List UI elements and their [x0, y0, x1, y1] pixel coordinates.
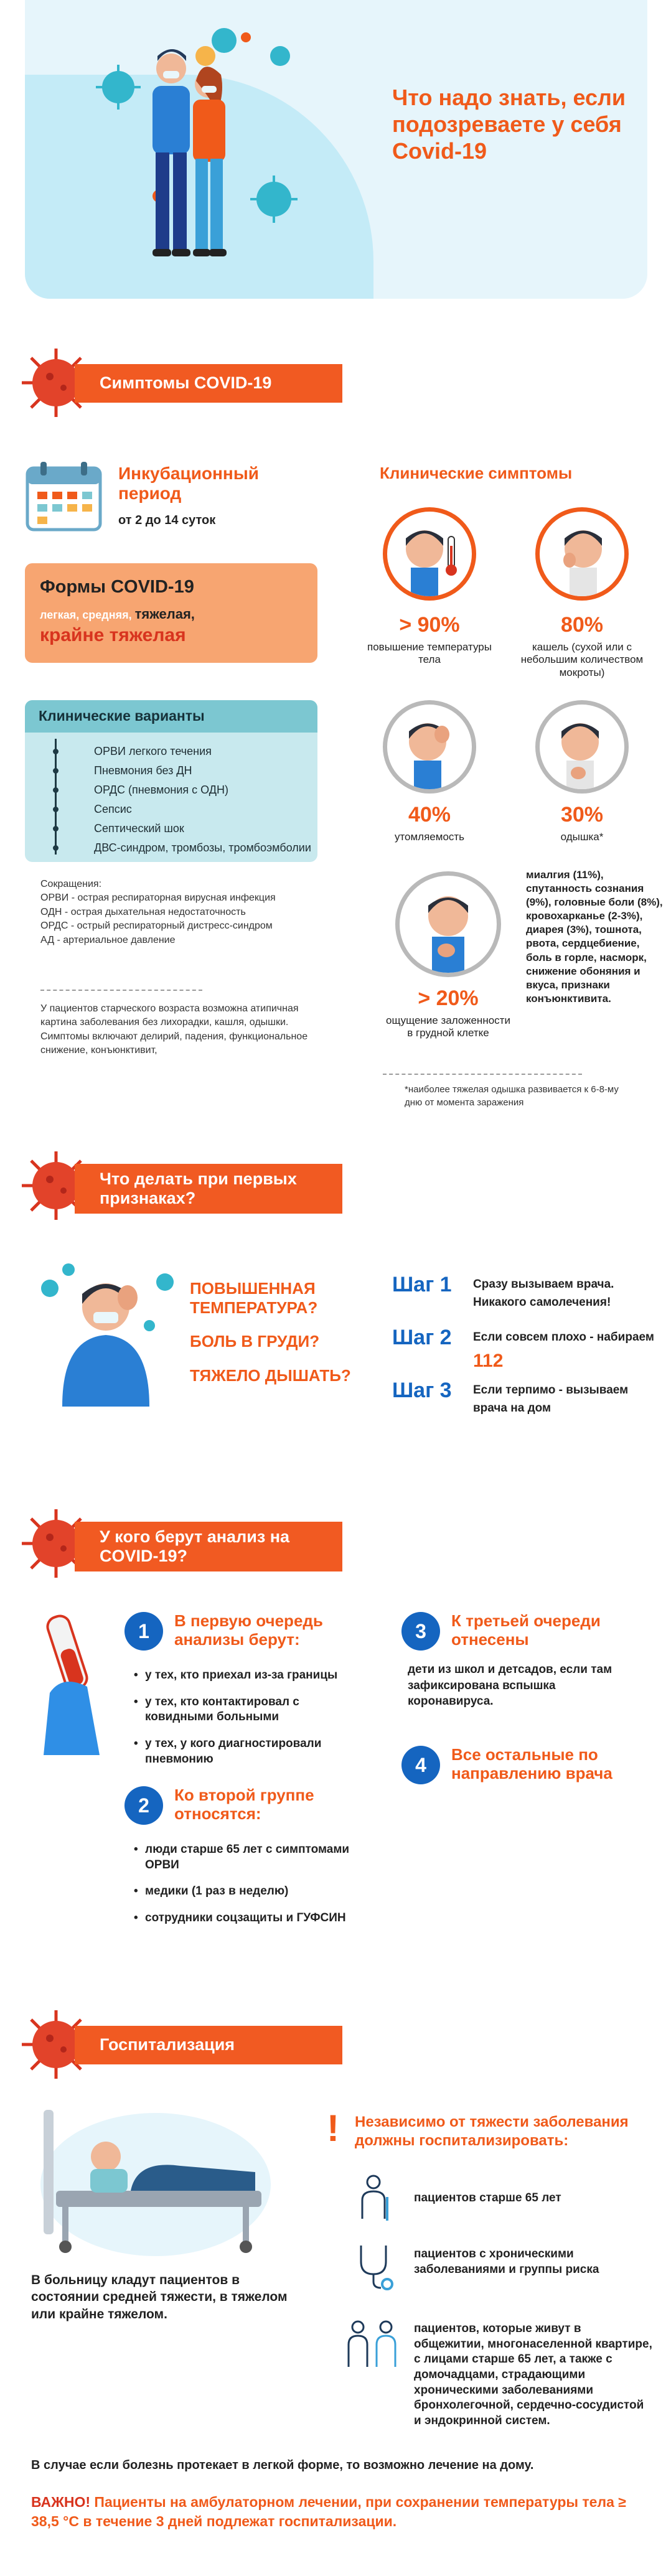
- list-item: ДВС-синдром, тромбозы, тромбоэмболии: [94, 841, 317, 855]
- group-number-3: 3: [401, 1612, 440, 1651]
- group-2-list: [134, 1842, 358, 1937]
- warning-label: ВАЖНО!: [31, 2494, 91, 2510]
- step-2-text-main: Если совсем плохо - набираем: [473, 1331, 654, 1344]
- abbreviation-item: АД - артериальное давление: [40, 934, 176, 945]
- couple-with-masks-illustration: [93, 12, 299, 286]
- test-tube-hand-icon: [25, 1612, 112, 1755]
- section-title-hospital: Госпитализация: [75, 2026, 342, 2064]
- abbreviation-item: ОРДС - острый респираторный дистресс-синдром: [40, 920, 273, 932]
- label-cough: кашель (сухой или с небольшим количеством мокроты): [520, 641, 644, 678]
- clinical-variants-list: [55, 739, 317, 855]
- hospital-caption: В больницу кладут пациентов в состоянии средней тяжести, в тяжелом или крайне тяжелом.: [31, 2273, 288, 2321]
- group-1-title: В первую очередь анализы берут:: [174, 1611, 323, 1649]
- divider: [383, 1074, 582, 1075]
- list-item: Пневмония без ДН: [94, 764, 317, 777]
- hospital-item-chronic: пациентов с хроническими заболеваниями и группы риска: [414, 2247, 599, 2276]
- group-1-list: [134, 1668, 358, 1778]
- shortness-of-breath-icon: [535, 700, 629, 794]
- label-fever: повышение температуры тела: [367, 641, 492, 666]
- pct-chest: > 20%: [418, 986, 479, 1010]
- hospital-item-elderly: пациентов старше 65 лет: [414, 2191, 561, 2204]
- exclamation-icon: !: [327, 2107, 339, 2149]
- list-item: • медики (1 раз в неделю): [134, 1884, 358, 1899]
- step-1-text: Сразу вызываем врача. Никакого самолечения!: [473, 1278, 614, 1309]
- form-mild: легкая,: [40, 609, 80, 621]
- step-3-label: Шаг 3: [392, 1379, 452, 1402]
- hospital-bed-illustration: [37, 2097, 274, 2259]
- abbreviations-title: Сокращения:: [40, 879, 102, 889]
- list-item: • сотрудники соцзащиты и ГУФСИН: [134, 1911, 358, 1926]
- pct-dyspnea: 30%: [560, 803, 604, 827]
- incubation-title: Инкубационный период: [118, 464, 259, 503]
- divider: [40, 990, 202, 991]
- list-item: ОРВИ легкого течения: [94, 745, 317, 758]
- group-4-title: Все остальные по направлению врача: [451, 1745, 612, 1782]
- family-icon: [342, 2318, 405, 2368]
- list-item: • люди старше 65 лет с симптомами ОРВИ: [134, 1842, 358, 1873]
- section-title-testing: У кого берут анализ на COVID-19?: [75, 1522, 342, 1571]
- form-medium: средняя,: [82, 609, 132, 621]
- section-title-symptoms: Симптомы COVID-19: [75, 364, 342, 403]
- abbreviation-item: ОРВИ - острая респираторная вирусная инфекция: [40, 892, 276, 904]
- group-number-2: 2: [124, 1786, 163, 1825]
- clinical-variants-title: Клинические варианты: [25, 700, 317, 733]
- warning-text: Пациенты на амбулаторном лечении, при сохранении температуры тела ≥ 38,5 °С в течение 3 дней подлежат госпитализации.: [31, 2494, 626, 2530]
- other-symptoms: миалгия (11%), спутанность сознания (9%), головные боли (8%), кровохарканье (2-3%), диарея (3%), тошнота, рвота, сердцебиение, боль в горле, насморк, снижение обоняния и вкуса, признаки конъюнктивита.: [526, 869, 663, 1005]
- label-fatigue: утомляемость: [394, 831, 465, 843]
- step-1-label: Шаг 1: [392, 1273, 452, 1296]
- group-2-title: Ко второй группе относятся:: [174, 1786, 314, 1823]
- list-item: • у тех, кто контактировал с ковидными больными: [134, 1695, 358, 1725]
- must-hospitalize-title: Независимо от тяжести заболевания должны госпитализировать:: [355, 2114, 629, 2149]
- label-dyspnea: одышка*: [560, 831, 604, 843]
- form-severe: тяжелая,: [134, 606, 195, 622]
- section-title-first-signs: Что делать при первых признаках?: [75, 1164, 342, 1214]
- list-item: Септический шок: [94, 822, 317, 835]
- list-item: • у тех, кто приехал из-за границы: [134, 1668, 358, 1684]
- abbreviation-item: ОДН - острая дыхательная недостаточность: [40, 906, 246, 917]
- pct-fatigue: 40%: [408, 803, 451, 827]
- question-breathing: ТЯЖЕЛО ДЫШАТЬ?: [190, 1366, 351, 1385]
- pct-cough: 80%: [560, 613, 604, 637]
- chest-congestion-icon: [395, 871, 501, 977]
- question-fever: ПОВЫШЕННАЯ ТЕМПЕРАТУРА?: [190, 1279, 318, 1318]
- emergency-number: 112: [473, 1350, 504, 1371]
- fever-thermometer-icon: [383, 507, 476, 601]
- step-2-text: [473, 1329, 660, 1375]
- group-number-1: 1: [124, 1612, 163, 1651]
- calendar-icon: [25, 461, 103, 532]
- label-chest: ощущение заложенности в грудной клетке: [386, 1014, 510, 1039]
- hero-title: Что надо знать, если подозреваете у себя Covid-19: [392, 85, 626, 164]
- pct-fever: > 90%: [399, 613, 460, 637]
- elderly-note: У пациентов старческого возраста возможна атипичная картина заболевания без лихорадки, кашля, одышки. Симптомы включают делирий, падения, функциональное снижение, конъюнктивит,: [40, 1003, 308, 1056]
- home-treatment-note: В случае если болезнь протекает в легкой форме, то возможно лечение на дому.: [31, 2458, 534, 2472]
- forms-box: [25, 563, 317, 663]
- clinical-variants-box: [25, 700, 317, 862]
- group-3-text: дети из школ и детсадов, если там зафиксирована вспышка коронавируса.: [408, 1663, 612, 1708]
- step-3-text: Если терпимо - вызываем врача на дом: [473, 1384, 629, 1415]
- elderly-person-icon: [349, 2172, 398, 2222]
- step-2-label: Шаг 2: [392, 1326, 452, 1349]
- sick-person-illustration: [25, 1257, 187, 1407]
- warning-note: [31, 2493, 654, 2531]
- list-item: • у тех, у кого диагностировали пневмонию: [134, 1736, 358, 1767]
- abbreviations: [40, 878, 327, 947]
- incubation-value: от 2 до 14 суток: [118, 513, 216, 527]
- cough-icon: [535, 507, 629, 601]
- list-item: Сепсис: [94, 803, 317, 816]
- forms-title: Формы COVID-19: [40, 577, 194, 597]
- hospital-item-household: пациентов, которые живут в общежитии, многонаселенной квартире, с лицами старше 65 лет, а также с домочадцами, страдающими хроническими заболеваниями бронхолегочной, сердечно-сосудистой и эндокринной систем.: [414, 2322, 652, 2428]
- stethoscope-icon: [349, 2241, 398, 2290]
- clinical-symptoms-title: Клинические симптомы: [380, 464, 573, 482]
- group-number-4: 4: [401, 1746, 440, 1784]
- list-item: ОРДС (пневмония с ОДН): [94, 784, 317, 797]
- fatigue-icon: [383, 700, 476, 794]
- dyspnea-footnote: *наиболее тяжелая одышка развивается к 6-8-му дню от момента заражения: [405, 1084, 619, 1108]
- form-critical: крайне тяжелая: [40, 625, 186, 645]
- question-chest-pain: БОЛЬ В ГРУДИ?: [190, 1332, 320, 1351]
- group-3-title: К третьей очереди отнесены: [451, 1611, 601, 1649]
